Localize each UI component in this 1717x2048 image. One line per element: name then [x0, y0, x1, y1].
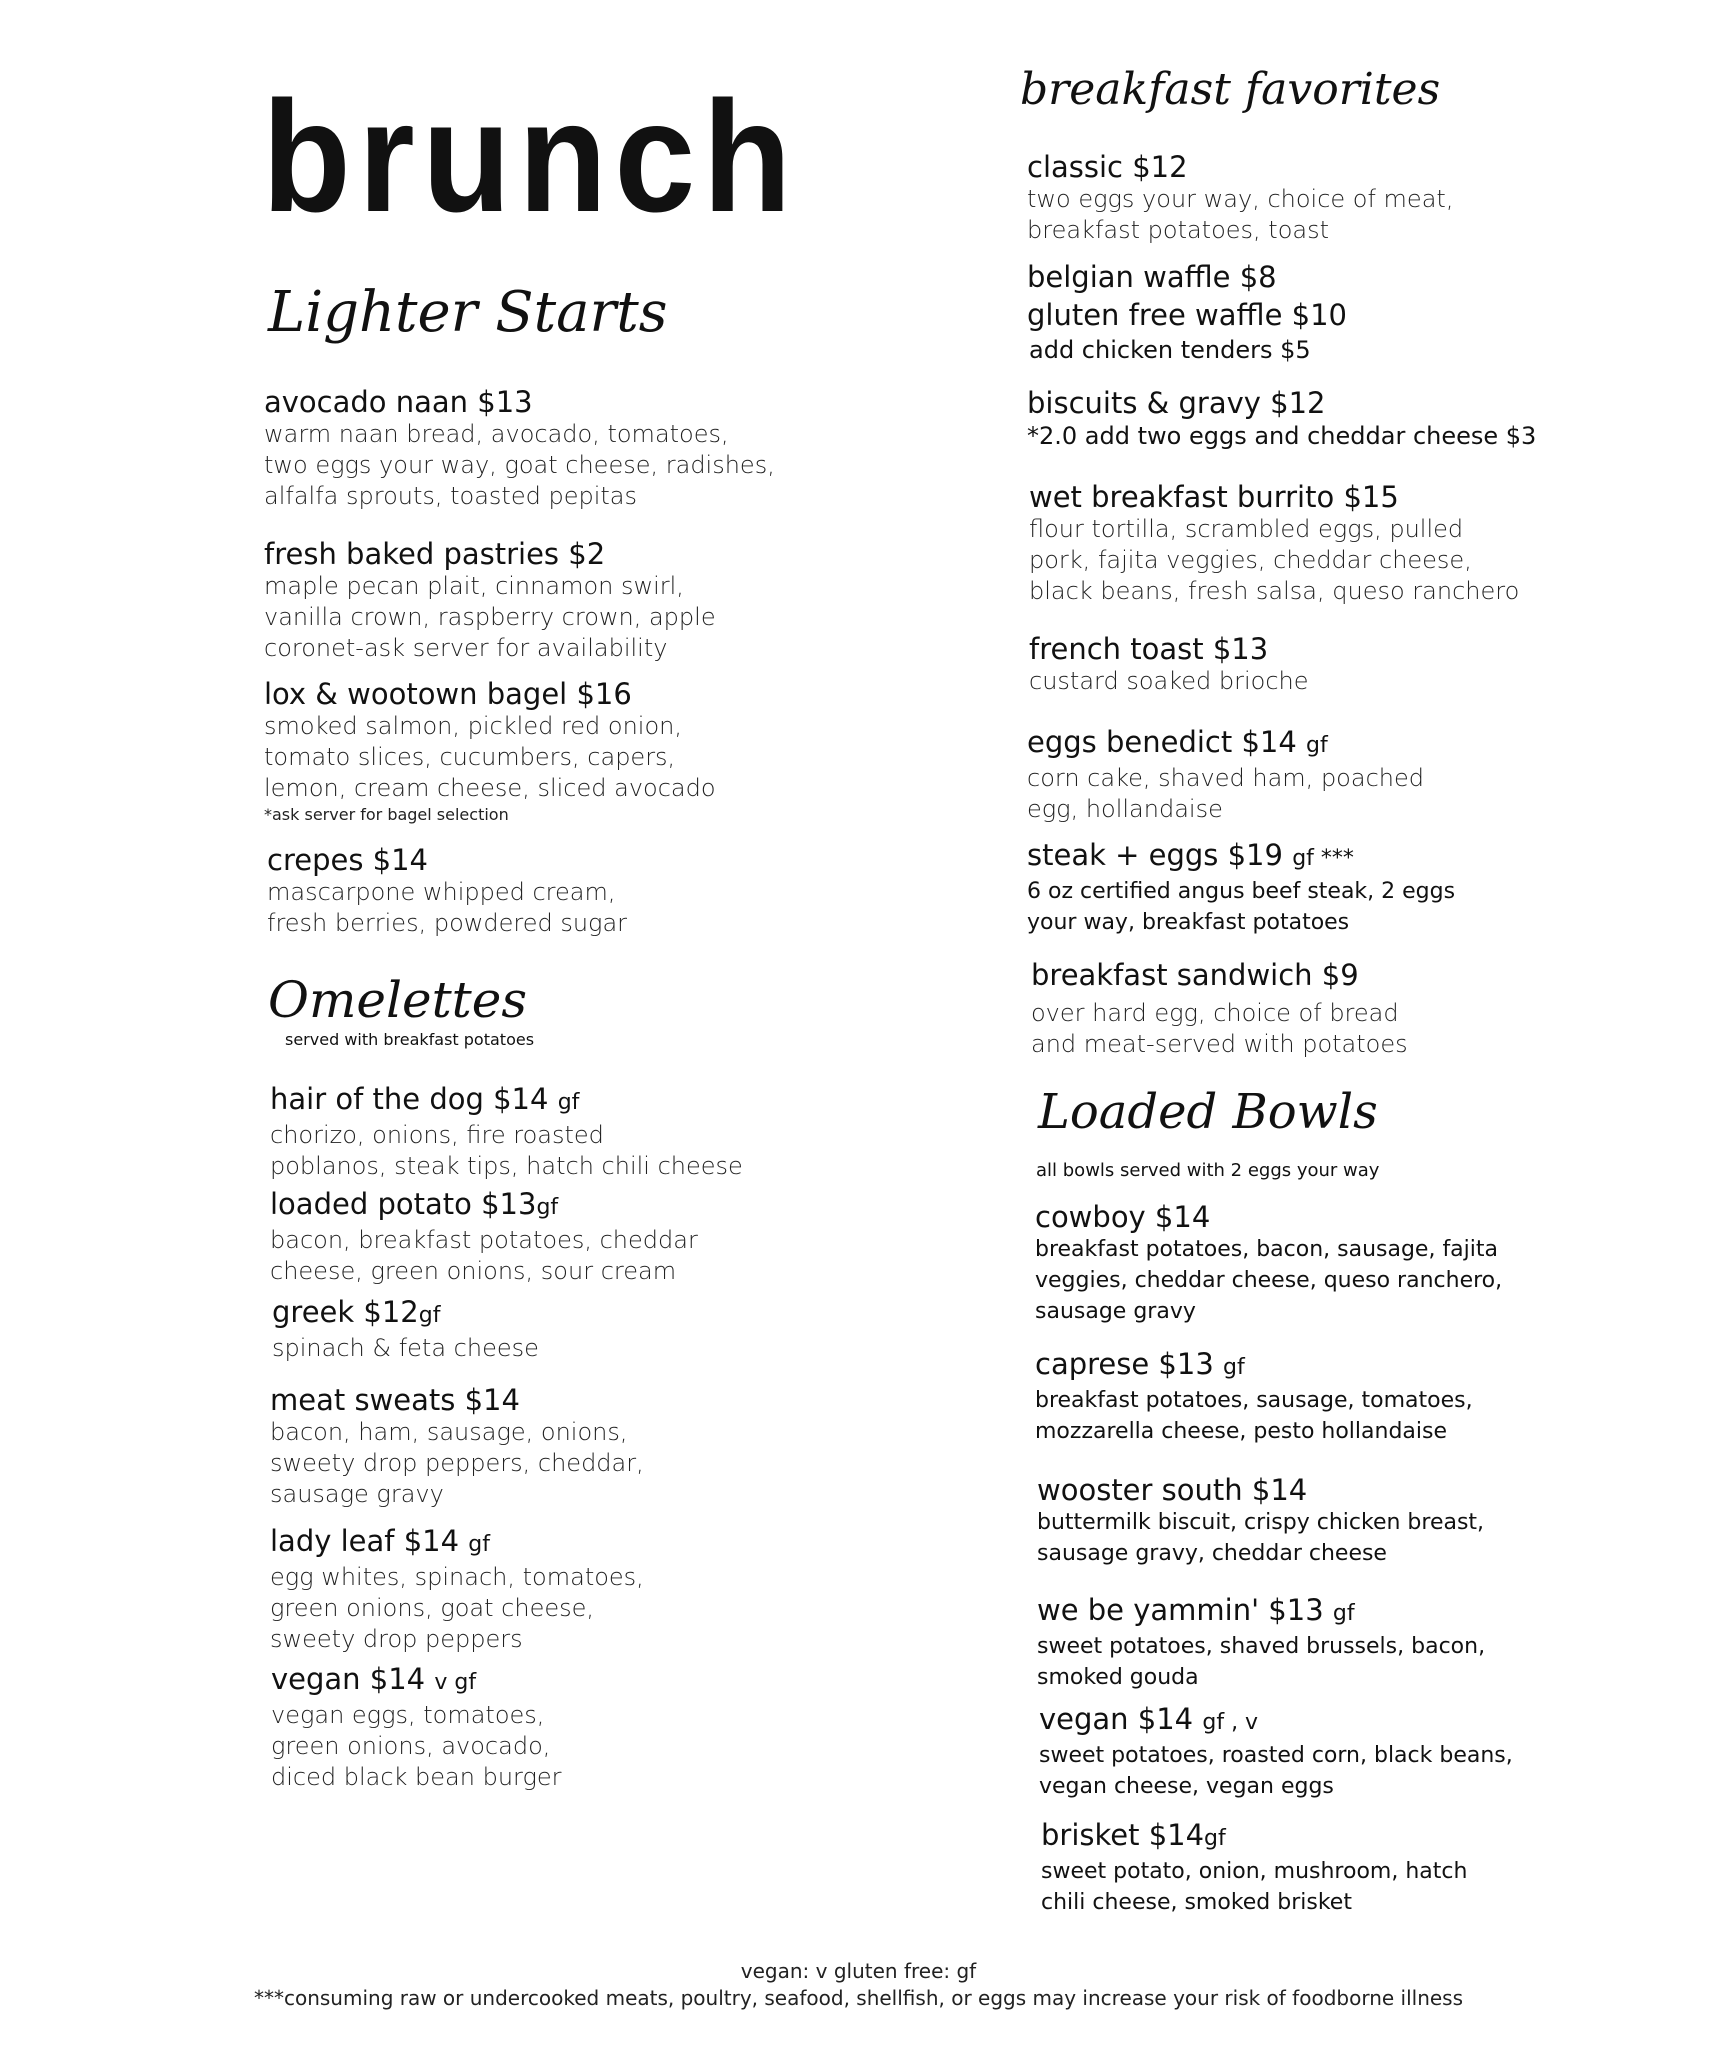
diet-tag: gf [1332, 1601, 1355, 1626]
list-item: wooster south $14 buttermilk biscuit, crispy chicken breast, sausage gravy, cheddar cheese [1037, 1473, 1485, 1566]
menu-title: brunch [262, 69, 799, 245]
list-item: lox & wootown bagel $16 smoked salmon, pickled red onion, tomato slices, cucumbers, capers, lemon, cream cheese, sliced avocado *ask server for bagel selection [264, 677, 716, 824]
item-name: biscuits & gravy $12 [1027, 386, 1326, 420]
diet-tag: gf [1204, 1826, 1226, 1851]
diet-tag: v gf [434, 1670, 477, 1695]
section-heading-lighter-starts: Lighter Starts [268, 280, 668, 345]
section-subtitle: all bowls served with 2 eggs your way [1036, 1160, 1380, 1181]
section-subtitle: served with breakfast potatoes [285, 1030, 535, 1049]
item-name: french toast $13 [1029, 632, 1269, 666]
list-item: we be yammin' $13 gf sweet potatoes, shaved brussels, bacon, smoked gouda [1037, 1593, 1486, 1690]
item-name: avocado naan $13 [264, 385, 533, 419]
section-heading-omelettes: Omelettes [268, 971, 528, 1029]
item-note: *ask server for bagel selection [264, 805, 509, 824]
diet-tag: gf [1306, 733, 1328, 758]
list-item: breakfast sandwich $9 over hard egg, choice of bread and meat-served with potatoes [1031, 958, 1408, 1058]
item-name: greek $12 [272, 1295, 419, 1329]
item-name: fresh baked pastries $2 [264, 537, 606, 571]
section-heading-breakfast-favorites: breakfast favorites [1020, 64, 1441, 115]
list-item: hair of the dog $14 gf chorizo, onions, fire roasted poblanos, steak tips, hatch chili cheese [270, 1082, 743, 1180]
item-name: brisket $14 [1041, 1818, 1205, 1852]
list-item: greek $12gf spinach & feta cheese [272, 1295, 539, 1362]
item-name: gluten free waffle $10 [1027, 298, 1347, 332]
item-name: vegan $14 [1039, 1702, 1194, 1736]
list-item: lady leaf $14 gf egg whites, spinach, tomatoes, green onions, goat cheese, sweety drop peppers [270, 1524, 644, 1653]
list-item: cowboy $14 breakfast potatoes, bacon, sausage, fajita veggies, cheddar cheese, queso ranchero, sausage gravy [1035, 1200, 1503, 1324]
list-item [1027, 260, 1347, 366]
item-addon: *2.0 add two eggs and cheddar cheese $3 [1027, 422, 1537, 450]
list-item: crepes $14 mascarpone whipped cream, fresh berries, powdered sugar [267, 843, 628, 937]
list-item [1027, 386, 1536, 452]
item-name: lady leaf $14 [270, 1524, 460, 1558]
item-name: crepes $14 [267, 843, 429, 877]
item-name: meat sweats $14 [270, 1383, 520, 1417]
item-name: caprese $13 [1035, 1347, 1214, 1381]
list-item: caprese $13 gf breakfast potatoes, sausage, tomatoes, mozzarella cheese, pesto hollandaise [1035, 1347, 1473, 1444]
item-name: eggs benedict $14 [1027, 725, 1297, 759]
item-name: classic $12 [1027, 150, 1188, 184]
list-item: steak + eggs $19 gf *** 6 oz certified angus beef steak, 2 eggs your way, breakfast potatoes [1027, 838, 1456, 935]
list-item: wet breakfast burrito $15 flour tortilla, scrambled eggs, pulled pork, fajita veggies, cheddar cheese, black beans, fresh salsa, queso ranchero [1029, 480, 1520, 605]
list-item: vegan $14 gf , v sweet potatoes, roasted corn, black beans, vegan cheese, vegan eggs [1039, 1702, 1513, 1799]
item-name: breakfast sandwich $9 [1031, 958, 1359, 992]
diet-tag: gf [557, 1090, 580, 1115]
item-name: cowboy $14 [1035, 1200, 1211, 1234]
item-name: wooster south $14 [1037, 1473, 1308, 1507]
list-item: brisket $14gf sweet potato, onion, mushroom, hatch chili cheese, smoked brisket [1041, 1818, 1468, 1915]
section-heading-loaded-bowls: Loaded Bowls [1038, 1084, 1378, 1140]
diet-tag: gf [468, 1532, 491, 1557]
diet-tag: gf [1223, 1355, 1245, 1380]
item-name: vegan $14 [271, 1662, 426, 1696]
list-item: loaded potato $13gf bacon, breakfast potatoes, cheddar cheese, green onions, sour cream [270, 1187, 698, 1285]
list-item: eggs benedict $14 gf corn cake, shaved ham, poached egg, hollandaise [1027, 725, 1424, 823]
item-name: belgian waffle $8 [1027, 260, 1277, 294]
diet-tag: gf , v [1202, 1710, 1259, 1735]
diet-tag: gf [418, 1303, 441, 1328]
item-name: we be yammin' $13 [1037, 1593, 1324, 1627]
list-item: fresh baked pastries $2 maple pecan plait, cinnamon swirl, vanilla crown, raspberry crown, apple coronet-ask server for availability [264, 537, 716, 662]
item-name: steak + eggs $19 [1027, 838, 1283, 872]
list-item: vegan $14 v gf vegan eggs, tomatoes, green onions, avocado, diced black bean burger [271, 1662, 562, 1791]
list-item: avocado naan $13 warm naan bread, avocado, tomatoes, two eggs your way, goat cheese, radishes, alfalfa sprouts, toasted pepitas [264, 385, 775, 510]
diet-legend: vegan: v gluten free: gf [740, 1959, 977, 1983]
diet-tag: gf *** [1292, 846, 1354, 871]
diet-tag: gf [536, 1195, 559, 1220]
item-name: hair of the dog $14 [270, 1082, 549, 1116]
consumer-advisory: ***consuming raw or undercooked meats, poultry, seafood, shellfish, or eggs may increase your risk of foodborne illness [253, 1986, 1464, 2010]
list-item: french toast $13 custard soaked brioche [1029, 632, 1309, 695]
list-item: classic $12 two eggs your way, choice of meat, breakfast potatoes, toast [1027, 150, 1454, 244]
item-addon: add chicken tenders $5 [1029, 336, 1311, 364]
item-name: loaded potato $13 [270, 1187, 537, 1221]
item-name: wet breakfast burrito $15 [1029, 480, 1399, 514]
list-item: meat sweats $14 bacon, ham, sausage, onions, sweety drop peppers, cheddar, sausage gravy [270, 1383, 644, 1508]
item-name: lox & wootown bagel $16 [264, 677, 632, 711]
